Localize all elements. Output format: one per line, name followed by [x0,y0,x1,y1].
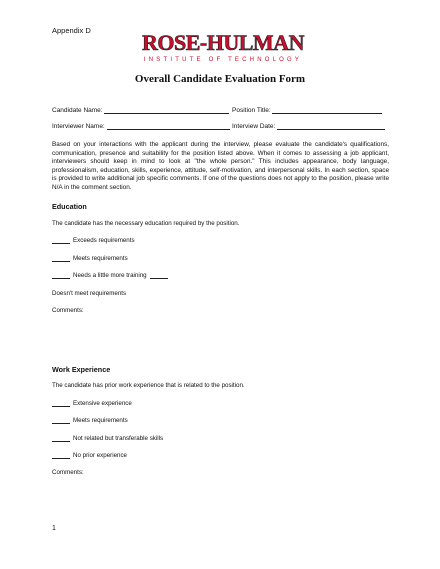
option-blank[interactable] [52,418,70,424]
candidate-name-field[interactable] [52,107,229,114]
form-title: Overall Candidate Evaluation Form [134,73,306,85]
appendix-label: Appendix D [52,26,91,35]
education-option-exceeds[interactable]: Exceeds requirements [52,237,135,244]
education-comments-label: Comments: [52,307,84,314]
work-experience-prompt: The candidate has prior work experience that is related to the position. [52,382,245,389]
option-blank[interactable] [52,453,70,459]
candidate-name-line[interactable] [104,107,229,114]
logo-main-text: ROSE-HULMAN [142,30,304,55]
work-comments-label: Comments: [52,469,84,476]
option-blank[interactable] [52,256,70,262]
education-option-doesnt-meet: Doesn't meet requirements [52,290,127,297]
interviewer-name-label: Interviewer Name: [52,123,105,130]
option-blank[interactable] [52,273,70,279]
position-title-line[interactable] [272,107,382,114]
interview-date-label: Interview Date: [232,123,276,130]
page-number: 1 [52,525,56,532]
work-option-no-prior[interactable]: No prior experience [52,452,127,459]
option-blank[interactable] [52,436,70,442]
work-option-extensive[interactable]: Extensive experience [52,400,132,407]
interview-date-field[interactable] [232,123,385,130]
interview-date-line[interactable] [277,123,385,130]
education-option-meets[interactable]: Meets requirements [52,255,128,262]
interviewer-name-field[interactable] [52,123,230,130]
option-blank[interactable] [52,401,70,407]
option-blank[interactable] [52,238,70,244]
logo-sub-text: INSTITUTE OF TECHNOLOGY [143,57,303,63]
education-heading: Education [52,202,87,211]
rose-hulman-logo [128,28,318,66]
work-option-transferable[interactable]: Not related but transferable skills [52,435,163,442]
interviewer-name-line[interactable] [107,123,230,130]
education-prompt: The candidate has the necessary education required by the position. [52,220,240,227]
intro-paragraph: Based on your interactions with the applicant during the interview, please evaluate the candidate's qualifications, communication, presence and suitability for the position listed above. When it comes to assessing a job applicant, interviewers should keep in mind to look at "the whole person." This includes appearance, body language, professionalism, education, skills, experience, attitude, self-motivation, and interpersonal skills. In each section, space is provided to write additional job specific comments. If one of the questions does not apply to the position, please write N/A in the comment section. [52,141,389,191]
position-title-field[interactable] [232,107,382,114]
education-option-needs-training[interactable]: Needs a little more training [52,272,171,279]
candidate-name-label: Candidate Name: [52,107,103,114]
work-experience-heading: Work Experience [52,365,111,374]
work-option-meets[interactable]: Meets requirements [52,417,128,424]
option-trailing-blank[interactable] [150,273,168,279]
position-title-label: Position Title: [232,107,271,114]
